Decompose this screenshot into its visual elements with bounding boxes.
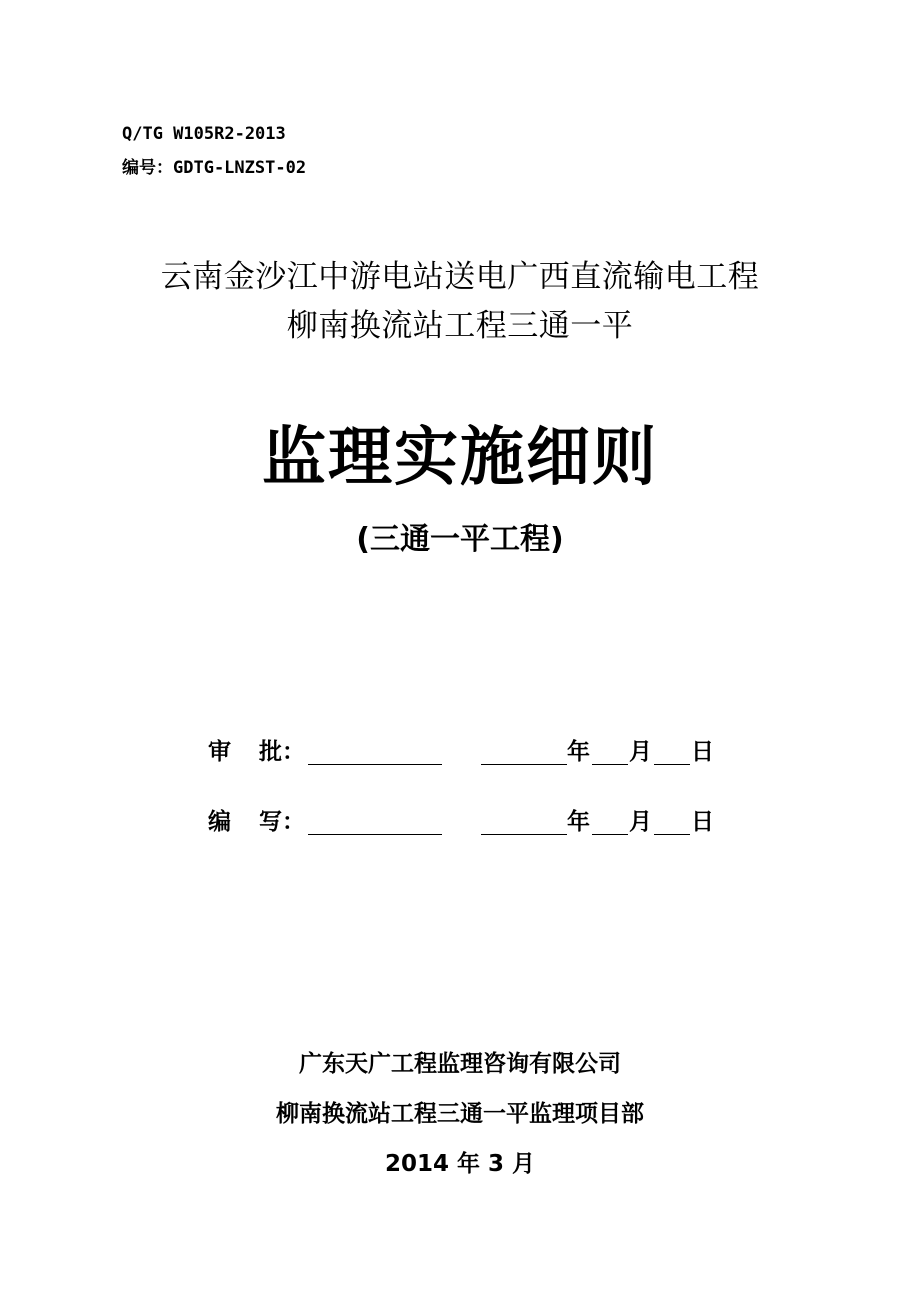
approval-month-label: 月	[629, 739, 652, 765]
approval-label-char-2: 批：	[259, 739, 305, 765]
approval-signature-field[interactable]	[308, 764, 442, 765]
approval-label-char-1: 审	[208, 739, 231, 765]
document-number: 编号：GDTG-LNZST-02	[122, 158, 307, 178]
author-day-field[interactable]	[654, 834, 690, 835]
company-name: 广东天广工程监理咨询有限公司	[299, 1051, 621, 1077]
approval-year-field[interactable]	[481, 764, 567, 765]
author-month-label: 月	[629, 809, 652, 835]
approval-year-label: 年	[567, 739, 590, 765]
author-signature-field[interactable]	[308, 834, 442, 835]
project-name-line-2: 柳南换流站工程三通一平	[286, 308, 634, 344]
approval-month-field[interactable]	[592, 764, 628, 765]
author-day-label: 日	[691, 809, 714, 835]
project-department: 柳南换流站工程三通一平监理项目部	[276, 1101, 644, 1127]
approval-day-label: 日	[691, 739, 714, 765]
issue-date: 2014 年 3 月	[384, 1151, 536, 1177]
project-name-line-1: 云南金沙江中游电站送电广西直流输电工程	[160, 259, 760, 295]
author-year-label: 年	[567, 809, 590, 835]
author-label-char-1: 编	[208, 809, 231, 835]
standard-code: Q/TG W105R2-2013	[122, 124, 286, 144]
approval-day-field[interactable]	[654, 764, 690, 765]
author-year-field[interactable]	[481, 834, 567, 835]
document-title: 监理实施细则	[262, 421, 658, 495]
author-label-char-2: 写：	[259, 809, 305, 835]
document-subtitle: (三通一平工程)	[356, 522, 564, 557]
author-month-field[interactable]	[592, 834, 628, 835]
